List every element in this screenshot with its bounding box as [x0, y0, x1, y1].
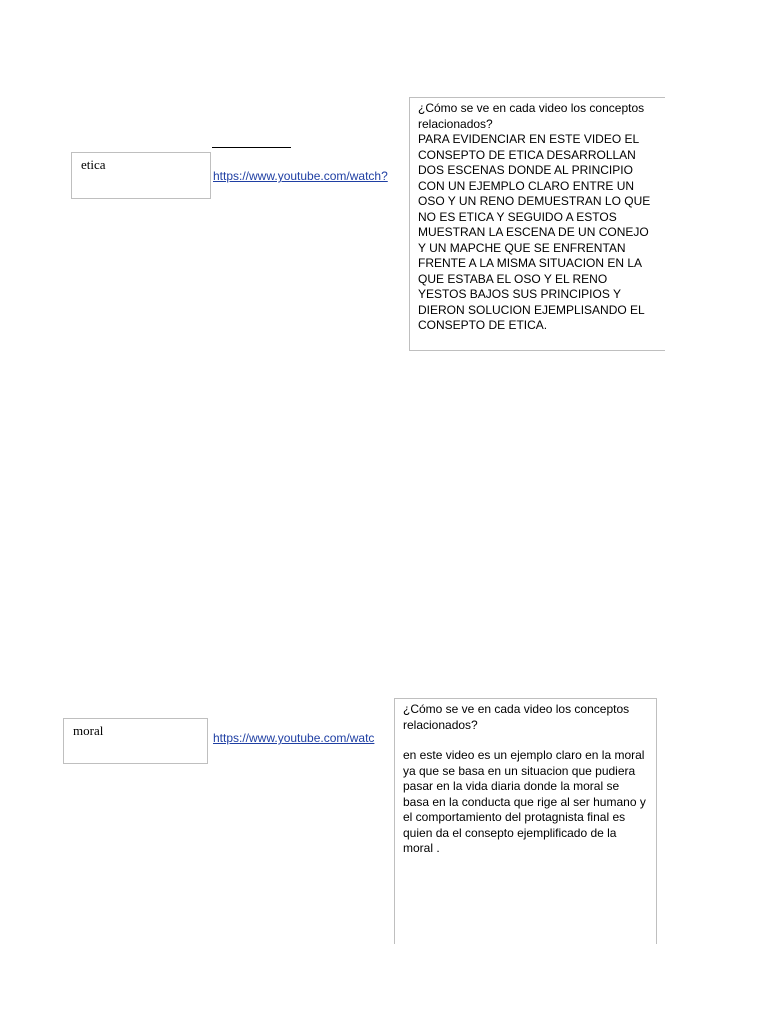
video-link-etica[interactable]: https://www.youtube.com/watch? [213, 169, 388, 183]
underline-rule [212, 147, 291, 148]
concept-label-text: moral [73, 723, 104, 738]
concept-label-text: etica [81, 157, 106, 172]
concept-label-etica [71, 152, 211, 199]
answer-text: en este video es un ejemplo claro en la moral ya que se basa en un situacion que pudiera pasar en la vida diaria donde la moral se basa en la conducta que rige al ser humano y el comportamiento del protagnista final es quien da el consepto ejemplificado de la moral . [403, 748, 646, 855]
answer-box-moral [394, 698, 657, 944]
answer-text: PARA EVIDENCIAR EN ESTE VIDEO EL CONSEPTO DE ETICA DESARROLLAN DOS ESCENAS DONDE AL PRINCIPIO CON UN EJEMPLO CLARO ENTRE UN OSO Y UN RENO DEMUESTRAN LO QUE NO ES ETICA Y SEGUIDO A ESTOS MUESTRAN LA ESCENA DE UN CONEJO Y UN MAPCHE QUE SE ENFRENTAN FRENTE A LA MISMA SITUACION EN LA QUE ESTABA EL OSO Y EL RENO YESTOS BAJOS SUS PRINCIPIOS Y DIERON SOLUCION EJEMPLISANDO EL CONSEPTO DE ETICA. [418, 132, 651, 332]
paragraph-gap [403, 733, 648, 748]
answer-box-etica [409, 97, 665, 351]
video-link-moral[interactable]: https://www.youtube.com/watc [213, 731, 375, 745]
question-text: ¿Cómo se ve en cada video los conceptos relacionados? [418, 101, 645, 131]
question-text: ¿Cómo se ve en cada video los conceptos relacionados? [403, 702, 630, 732]
concept-label-moral [63, 718, 208, 764]
